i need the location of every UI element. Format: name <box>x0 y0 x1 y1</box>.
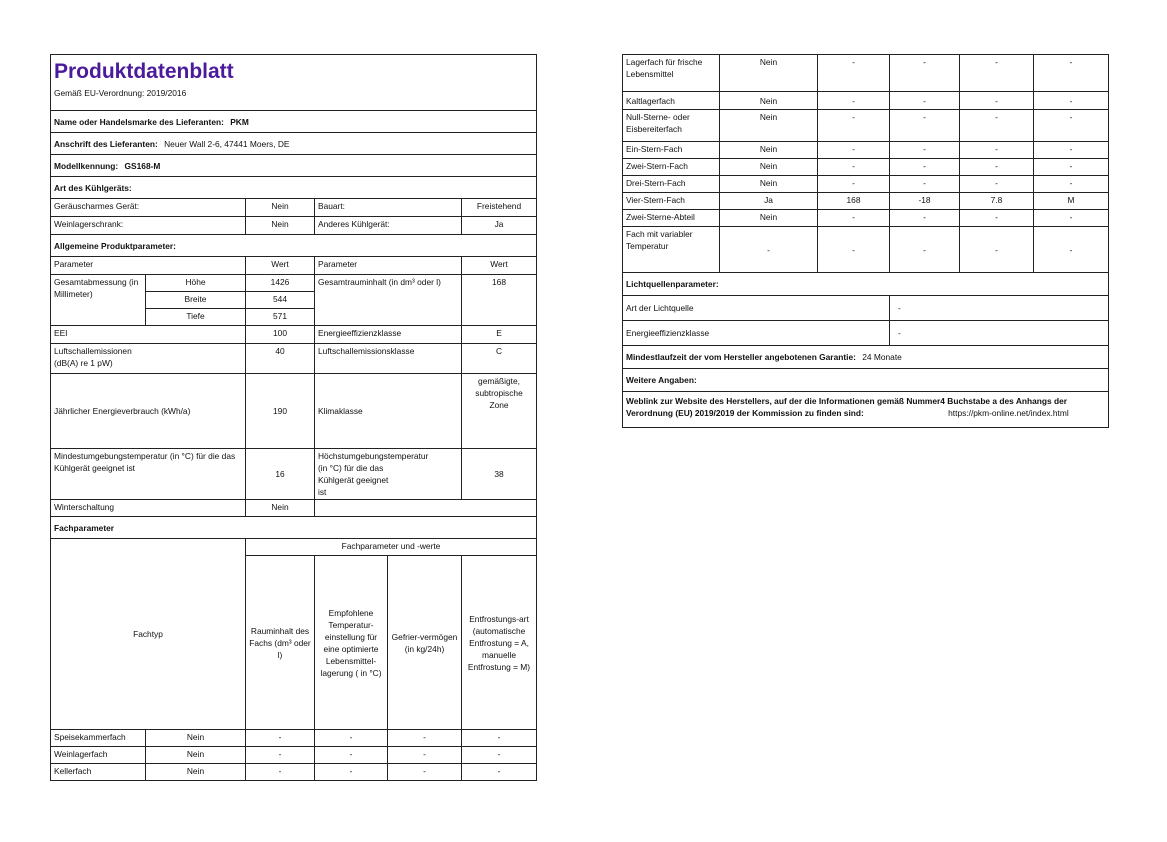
compartment-volume: - <box>246 730 315 747</box>
table-row <box>51 730 537 747</box>
compartment-present: Nein <box>146 730 246 747</box>
compartment-present: Nein <box>720 176 818 193</box>
compartment-volume: - <box>818 159 890 176</box>
low-noise-label: Geräuscharmes Gerät: <box>51 199 246 217</box>
light-source-type-value: - <box>890 296 1109 321</box>
param-col-header-2: Parameter <box>315 257 462 275</box>
compartment-freeze: - <box>960 55 1034 92</box>
wine-cabinet-label: Weinlagerschrank: <box>51 217 246 235</box>
compartment-freeze: - <box>960 176 1034 193</box>
compartment-present: Nein <box>720 210 818 227</box>
supplier-address-row <box>51 133 537 155</box>
compartment-temp: - <box>890 210 960 227</box>
compartment-defrost: - <box>462 764 537 781</box>
light-source-heading: Lichtquellenparameter: <box>623 273 1109 296</box>
compartment-freeze: - <box>960 159 1034 176</box>
value-col-header-2: Wert <box>462 257 537 275</box>
compartment-defrost-header: Entfrostungs-art (automatische Entfrostung = A, manuelle Entfrostung = M) <box>462 556 537 730</box>
eei-label: EEI <box>51 326 246 344</box>
compartment-temp: - <box>890 92 960 110</box>
width-value: 544 <box>246 292 315 309</box>
compartment-volume: - <box>818 210 890 227</box>
compartment-present: Ja <box>720 193 818 210</box>
further-info-heading: Weitere Angaben: <box>623 369 1109 392</box>
design-label: Bauart: <box>315 199 462 217</box>
compartment-name: Weinlagerfach <box>51 747 146 764</box>
compartment-temp: - <box>890 55 960 92</box>
compartment-volume: - <box>818 176 890 193</box>
table-row <box>51 747 537 764</box>
climate-class-label: Klimaklasse <box>315 374 462 449</box>
compartment-present: Nein <box>720 142 818 159</box>
height-value: 1426 <box>246 275 315 292</box>
compartment-name: Drei-Stern-Fach <box>623 176 720 193</box>
compartment-volume-header: Rauminhalt des Fachs (dm³ oder l) <box>246 556 315 730</box>
energy-consumption-value: 190 <box>246 374 315 449</box>
compartment-freeze: - <box>960 110 1034 142</box>
compartment-volume: - <box>246 764 315 781</box>
max-temp-label: Höchstumgebungstemperatur (in °C) für die das Kühlgerät geeignet ist <box>315 449 462 500</box>
compartment-freeze: - <box>388 764 462 781</box>
compartment-name: Lagerfach für frische Lebensmittel <box>623 55 720 92</box>
compartment-defrost: M <box>1034 193 1109 210</box>
guarantee-label: Mindestlaufzeit der vom Hersteller angebotenen Garantie: <box>626 352 856 362</box>
compartment-defrost: - <box>1034 227 1109 273</box>
noise-class-label: Luftschallemissionsklasse <box>315 344 462 374</box>
compartment-temp: - <box>315 747 388 764</box>
model-row <box>51 155 537 177</box>
compartment-volume: - <box>818 227 890 273</box>
compartment-defrost: - <box>1034 55 1109 92</box>
compartment-present: Nein <box>720 159 818 176</box>
width-label: Breite <box>146 292 246 309</box>
compartment-params-heading: Fachparameter <box>51 517 537 539</box>
climate-class-value: gemäßigte, subtropische Zone <box>462 374 537 449</box>
compartment-freeze: 7.8 <box>960 193 1034 210</box>
min-temp-label: Mindestumgebungstemperatur (in °C) für die das Kühlgerät geeignet ist <box>51 449 246 500</box>
table-row <box>623 227 1109 273</box>
table-row <box>623 176 1109 193</box>
title-block <box>51 55 537 111</box>
compartment-name: Vier-Stern-Fach <box>623 193 720 210</box>
compartment-temp: - <box>890 176 960 193</box>
supplier-address-label: Anschrift des Lieferanten: <box>54 138 158 149</box>
compartment-defrost: - <box>1034 210 1109 227</box>
weblink-url[interactable]: https://pkm-online.net/index.html <box>948 408 1069 418</box>
table-row <box>623 159 1109 176</box>
energy-consumption-label: Jährlicher Energieverbrauch (kWh/a) <box>51 374 246 449</box>
weblink-row <box>623 392 1109 428</box>
compartment-group-header: Fachparameter und -werte <box>246 539 537 556</box>
model-value: GS168-M <box>124 160 161 171</box>
table-row <box>51 764 537 781</box>
compartment-temp: - <box>890 159 960 176</box>
compartment-volume: - <box>818 92 890 110</box>
compartment-freeze: - <box>960 142 1034 159</box>
compartment-type-header: Fachtyp <box>51 539 246 730</box>
compartment-defrost: - <box>1034 110 1109 142</box>
light-efficiency-label: Energieeffizienzklasse <box>623 321 890 346</box>
winter-switch-empty <box>315 500 537 517</box>
table-row <box>623 92 1109 110</box>
guarantee-row <box>623 346 1109 369</box>
supplier-name-label: Name oder Handelsmarke des Lieferanten: <box>54 116 224 127</box>
compartment-present: Nein <box>720 110 818 142</box>
supplier-name-value: PKM <box>230 116 249 127</box>
product-info-table <box>50 54 537 781</box>
compartment-present: Nein <box>720 92 818 110</box>
table-row <box>623 210 1109 227</box>
weblink-label: Weblink zur Website des Herstellers, auf der die Informationen gemäß Nummer4 Buchstabe a des Anhangs der Verordnung (EU) 2019/2019 der Kommission zu finden sind: <box>626 396 1068 418</box>
winter-switch-label: Winterschaltung <box>51 500 246 517</box>
compartment-present: Nein <box>146 764 246 781</box>
compartment-freeze: - <box>388 747 462 764</box>
compartment-name: Zwei-Stern-Fach <box>623 159 720 176</box>
height-label: Höhe <box>146 275 246 292</box>
wine-cabinet-value: Nein <box>246 217 315 235</box>
model-label: Modellkennung: <box>54 160 119 171</box>
design-value: Freistehend <box>462 199 537 217</box>
right-sheet <box>622 54 1109 428</box>
compartment-volume: - <box>818 55 890 92</box>
compartment-temp: - <box>890 142 960 159</box>
page-title: Produktdatenblatt <box>54 60 234 83</box>
low-noise-value: Nein <box>246 199 315 217</box>
noise-class-value: C <box>462 344 537 374</box>
eei-value: 100 <box>246 326 315 344</box>
compartment-defrost: - <box>1034 92 1109 110</box>
compartment-name: Zwei-Sterne-Abteil <box>623 210 720 227</box>
compartment-temp: - <box>890 110 960 142</box>
noise-label: Luftschallemissionen (dB(A) re 1 pW) <box>51 344 246 374</box>
compartment-temp: -18 <box>890 193 960 210</box>
efficiency-class-label: Energieeffizienzklasse <box>315 326 462 344</box>
light-efficiency-value: - <box>890 321 1109 346</box>
min-temp-value: 16 <box>246 449 315 500</box>
total-volume-label: Gesamtrauminhalt (in dm³ oder l) <box>315 275 462 326</box>
compartment-present: Nein <box>146 747 246 764</box>
depth-label: Tiefe <box>146 309 246 326</box>
compartment-temp: - <box>315 764 388 781</box>
compartment-freeze: - <box>388 730 462 747</box>
compartment-temp-header: Empfohlene Temperatur-einstellung für eine optimierte Lebensmittel-lagerung ( in °C) <box>315 556 388 730</box>
compartment-volume: - <box>818 142 890 159</box>
compartment-defrost: - <box>1034 176 1109 193</box>
guarantee-value: 24 Monate <box>862 352 902 362</box>
table-row <box>623 142 1109 159</box>
compartment-temp: - <box>890 227 960 273</box>
table-row <box>623 110 1109 142</box>
other-appliance-label: Anderes Kühlgerät: <box>315 217 462 235</box>
total-volume-value: 168 <box>462 275 537 326</box>
compartment-defrost: - <box>1034 159 1109 176</box>
compartment-name: Null-Sterne- oder Eisbereiterfach <box>623 110 720 142</box>
general-params-heading: Allgemeine Produktparameter: <box>51 235 537 257</box>
other-appliance-value: Ja <box>462 217 537 235</box>
compartment-name: Fach mit variabler Temperatur <box>623 227 720 273</box>
compartment-defrost: - <box>462 747 537 764</box>
regulation-subtitle: Gemäß EU-Verordnung: 2019/2016 <box>54 88 187 98</box>
winter-switch-value: Nein <box>246 500 315 517</box>
table-row <box>623 193 1109 210</box>
compartment-freeze: - <box>960 210 1034 227</box>
appliance-type-heading: Art des Kühlgeräts: <box>51 177 537 199</box>
compartment-name: Kaltlagerfach <box>623 92 720 110</box>
value-col-header: Wert <box>246 257 315 275</box>
compartment-defrost: - <box>1034 142 1109 159</box>
efficiency-class-value: E <box>462 326 537 344</box>
param-col-header: Parameter <box>51 257 246 275</box>
depth-value: 571 <box>246 309 315 326</box>
light-source-type-label: Art der Lichtquelle <box>623 296 890 321</box>
compartment-freeze: - <box>960 227 1034 273</box>
compartment-volume: - <box>246 747 315 764</box>
dimensions-label: Gesamtabmessung (in Millimeter) <box>51 275 146 326</box>
compartment-temp: - <box>315 730 388 747</box>
compartment-name: Kellerfach <box>51 764 146 781</box>
compartment-name: Speisekammerfach <box>51 730 146 747</box>
max-temp-value: 38 <box>462 449 537 500</box>
left-sheet <box>50 54 537 781</box>
compartment-volume: - <box>818 110 890 142</box>
compartment-freeze: - <box>960 92 1034 110</box>
compartment-volume: 168 <box>818 193 890 210</box>
compartment-defrost: - <box>462 730 537 747</box>
supplier-address-value: Neuer Wall 2-6, 47441 Moers, DE <box>164 138 290 149</box>
compartment-present: Nein <box>720 55 818 92</box>
compartment-table-continued <box>622 54 1109 428</box>
supplier-name-row <box>51 111 537 133</box>
compartment-name: Ein-Stern-Fach <box>623 142 720 159</box>
compartment-freeze-header: Gefrier-vermögen (in kg/24h) <box>388 556 462 730</box>
noise-value: 40 <box>246 344 315 374</box>
table-row <box>623 55 1109 92</box>
compartment-present: - <box>720 227 818 273</box>
